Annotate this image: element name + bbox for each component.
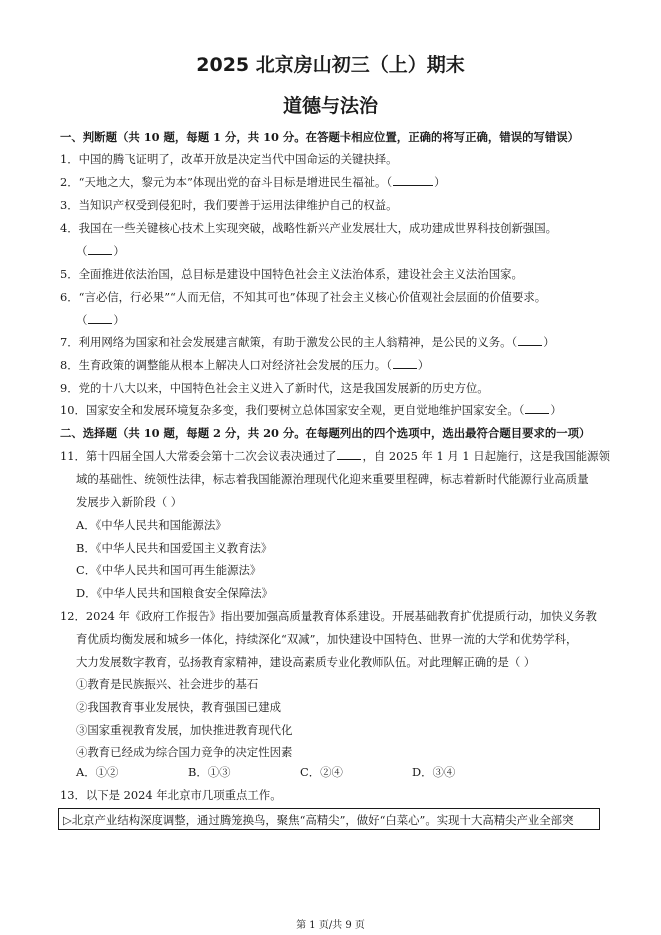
exam-subject: 道德与法治	[282, 95, 378, 117]
question-4-answer	[76, 243, 622, 259]
answer-blank	[88, 312, 112, 324]
answer-open: （	[76, 313, 88, 327]
question-12-item-1: ①教育是民族振兴、社会进步的基石	[76, 677, 259, 691]
section2-heading: 二、选择题（共 10 题，每题 2 分，共 20 分。在每题列出的四个选项中，选出最符合题目要求的一项）	[60, 426, 591, 440]
question-7-close: ）	[543, 335, 555, 349]
answer-close: ）	[113, 244, 125, 258]
question-9: 9．党的十八大以来，中国特色社会主义进入了新时代，这是我国发展新的历史方位。	[60, 381, 489, 395]
question-11-text-a: 11．第十四届全国人大常委会第十二次会议表决通过了	[60, 449, 337, 463]
question-12-item-4: ④教育已经成为综合国力竞争的决定性因素	[76, 745, 293, 759]
section1-heading: 一、判断题（共 10 题，每题 1 分，共 10 分。在答题卡相应位置，正确的将写正确，错误的写错误）	[60, 130, 580, 144]
answer-close: ）	[113, 313, 125, 327]
question-2	[60, 174, 606, 190]
question-12-line2: 育优质均衡发展和城乡一体化，持续深化“双减”，加快建设中国特色、世界一流的大学和优势学科，	[76, 632, 578, 646]
answer-open: （	[76, 244, 88, 258]
question-11-line1	[60, 448, 610, 464]
question-11-line2: 域的基础性、统领性法律，标志着我国能源治理现代化迎来重要里程碑，标志着新时代能源行业高质量	[76, 472, 589, 486]
choice-d: D．③④	[412, 765, 456, 779]
question-12-line1: 12．2024 年《政府工作报告》指出要加强高质量教育体系建设。开展基础教育扩优提质行动，加快义务教	[60, 609, 597, 623]
answer-blank	[518, 334, 542, 346]
question-11-option-d: D．《中华人民共和国粮食安全保障法》	[76, 586, 274, 600]
question-12-choices	[76, 764, 524, 780]
question-3: 3．当知识产权受到侵犯时，我们要善于运用法律维护自己的权益。	[60, 198, 398, 212]
exam-title: 2025 北京房山初三（上）期末	[196, 54, 465, 76]
question-6-answer	[76, 312, 622, 328]
question-11-option-c: C．《中华人民共和国可再生能源法》	[76, 563, 262, 577]
question-12-item-3: ③国家重视教育发展，加快推进教育现代化	[76, 723, 293, 737]
question-5: 5．全面推进依法治国，总目标是建设中国特色社会主义法治体系，建设社会主义法治国家。	[60, 267, 523, 281]
answer-blank	[525, 402, 549, 414]
question-11-option-a: A．《中华人民共和国能源法》	[76, 518, 227, 532]
answer-blank	[337, 448, 361, 460]
question-1: 1．中国的腾飞证明了，改革开放是决定当代中国命运的关键抉择。	[60, 152, 398, 166]
question-8	[60, 357, 606, 373]
question-13-material-box	[58, 808, 600, 830]
choice-c: C．②④	[300, 765, 343, 779]
question-2-text: 2．“天地之大，黎元为本”体现出党的奋斗目标是增进民生福祉。（	[60, 175, 393, 189]
page-number: 第 1 页/共 9 页	[296, 920, 365, 931]
question-7-text: 7．利用网络为国家和社会发展建言献策，有助于激发公民的主人翁精神，是公民的义务。（	[60, 335, 518, 349]
answer-blank	[88, 243, 112, 255]
question-10	[60, 402, 606, 418]
question-12-item-2: ②我国教育事业发展快，教育强国已建成	[76, 700, 282, 714]
question-7	[60, 334, 606, 350]
choice-b: B．①③	[188, 765, 231, 779]
question-2-close: ）	[434, 175, 446, 189]
question-6: 6．“言必信，行必果”“人而无信，不知其可也”体现了社会主义核心价值观社会层面的价值要求。	[60, 290, 547, 304]
answer-blank	[393, 357, 417, 369]
choice-a: A．①②	[76, 765, 119, 779]
question-13: 13．以下是 2024 年北京市几项重点工作。	[60, 788, 282, 802]
question-4: 4．我国在一些关键核心技术上实现突破，战略性新兴产业发展壮大，成功建成世界科技创新强国。	[60, 221, 558, 235]
question-11-line3: 发展步入新阶段（ ）	[76, 495, 183, 509]
question-11-option-b: B．《中华人民共和国爱国主义教育法》	[76, 541, 273, 555]
question-12-line3: 大力发展数字教育，弘扬教育家精神，建设高素质专业化教师队伍。对此理解正确的是（ ）	[76, 655, 536, 669]
question-8-close: ）	[417, 358, 430, 372]
question-10-close: ）	[550, 403, 562, 417]
question-11-text-b: ，自 2025 年 1 月 1 日起施行，这是我国能源领	[362, 449, 610, 463]
question-13-material-text: ▷北京产业结构深度调整，通过腾笼换鸟，聚焦“高精尖”，做好“白菜心”。实现十大高精尖产业全部突	[63, 813, 574, 827]
answer-blank	[393, 174, 433, 186]
question-10-text: 10．国家安全和发展环境复杂多变，我们要树立总体国家安全观，更自觉地维护国家安全。（	[60, 403, 525, 417]
question-8-text: 8．生育政策的调整能从根本上解决人口对经济社会发展的压力。（	[60, 358, 392, 372]
